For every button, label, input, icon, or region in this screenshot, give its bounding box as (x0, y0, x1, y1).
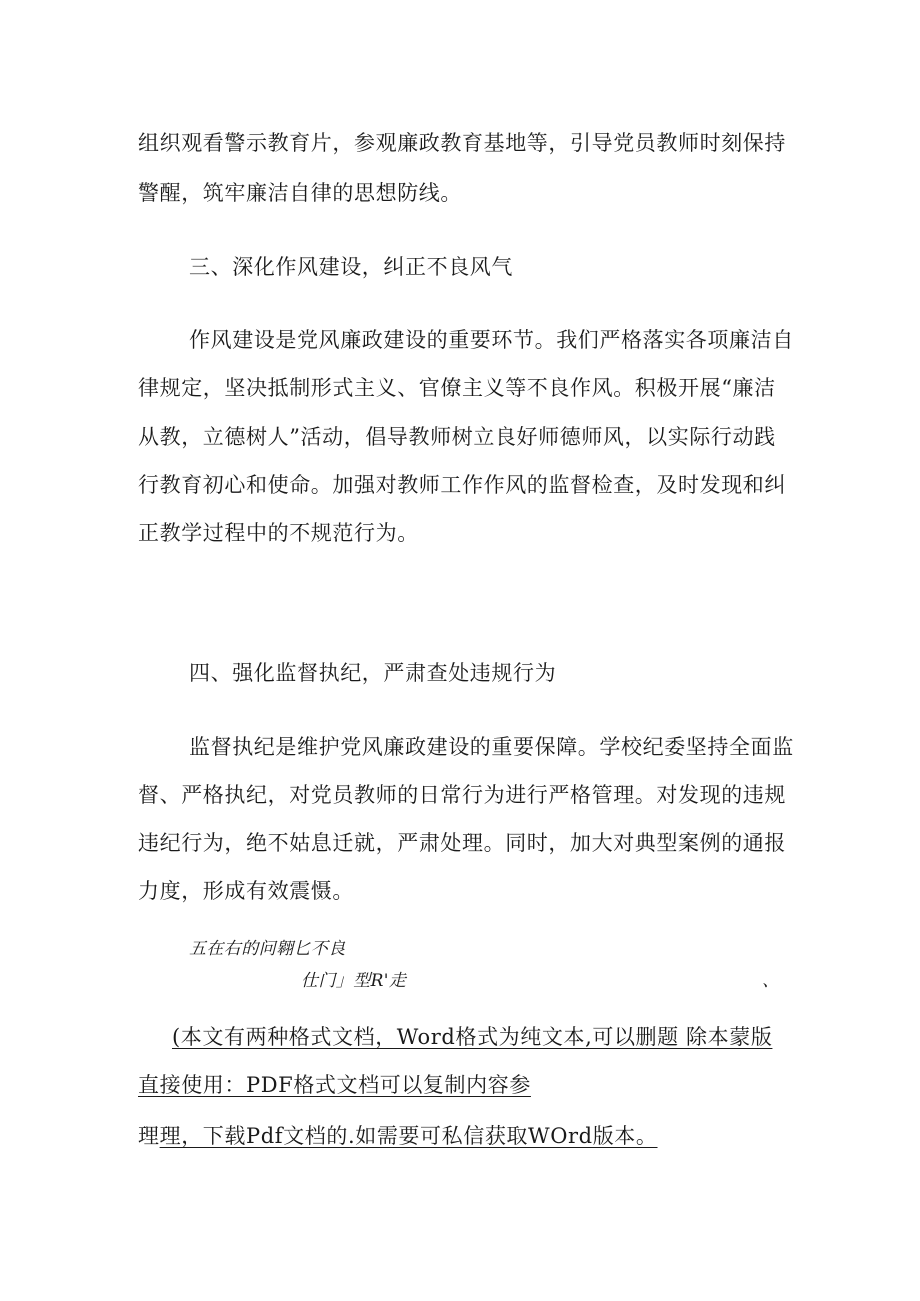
section-3-heading: 三、深化作风建设，纠正不良风气 (189, 255, 513, 279)
section-3-line-1: 作风建设是党风廉政建设的重要环节。我们严格落实各项廉洁自 (189, 328, 794, 352)
section-4-line-2: 督、严格执纪，对党员教师的日常行为进行严格管理。对发现的违规 (138, 783, 786, 807)
notice-line-3 (138, 1121, 658, 1151)
notice-line-3-prefix: 理 (138, 1124, 160, 1148)
section-4-line-1: 监督执纪是维护党风廉政建设的重要保障。学校纪委坚持全面监 (189, 735, 794, 759)
section-3-line-3: 从教，立德树人”活动，倡导教师树立良好师德师风，以实际行动践 (138, 425, 776, 449)
section-3-line-5: 正教学过程中的不规范行为。 (138, 521, 419, 545)
section-4-heading: 四、强化监督执纪，严肃查处违规行为 (189, 661, 557, 685)
notice-line-2: 直接使用：PDF格式文档可以复制内容参 (138, 1073, 531, 1097)
notice-line-1: (本文有两种格式文档，Word格式为纯文本,可以删题 除本蒙版 (172, 1025, 773, 1049)
garbled-mark: 、 (762, 971, 780, 991)
section-4-line-4: 力度，形成有效震慑。 (138, 879, 354, 903)
section-4-line-3: 违纪行为，绝不姑息迁就，严肃处理。同时，加大对典型案例的通报 (138, 831, 786, 855)
paragraph-1-line-2: 警醒，筑牢廉洁自律的思想防线。 (138, 181, 462, 205)
section-3-line-4: 行教育初心和使命。加强对教师工作作风的监督检查，及时发现和纠 (138, 473, 786, 497)
section-3-line-2: 律规定，坚决抵制形式主义、官僚主义等不良作风。积极开展“廉洁 (138, 376, 776, 400)
paragraph-1-line-1: 组织观看警示教育片，参观廉政教育基地等，引导党员教师时刻保持 (138, 131, 786, 155)
garbled-text-line-1: 五在右的问翱匕不良 (189, 939, 346, 959)
notice-line-3-rest: 理，下载Pdf文档的.如需要可私信获取WOrd版本。 (159, 1124, 658, 1148)
garbled-text-line-2: 仕门」型R'走 (301, 971, 407, 991)
